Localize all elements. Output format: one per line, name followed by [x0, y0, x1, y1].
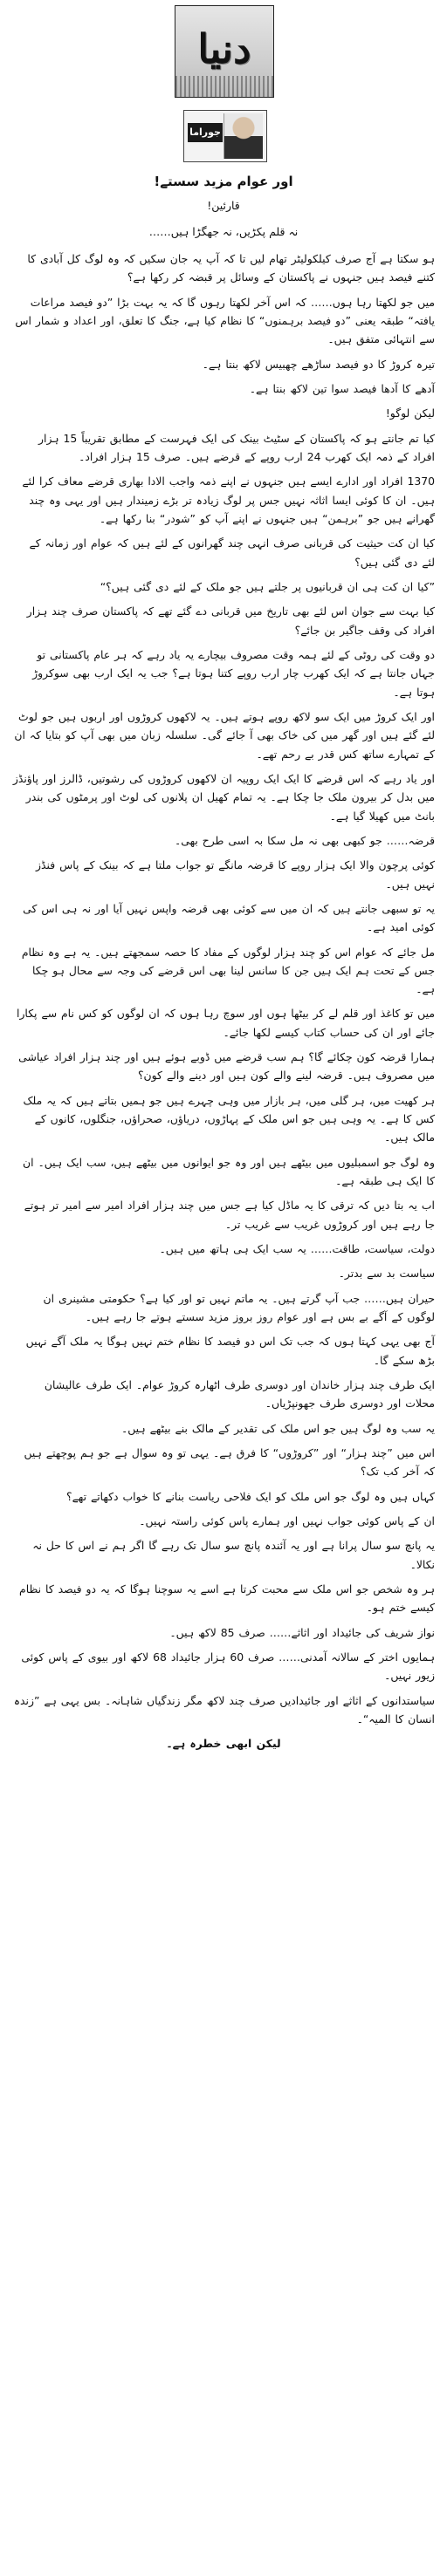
article-paragraph: ایک طرف چند ہزار خاندان اور دوسری طرف اٹھارہ کروڑ عوام۔ ایک طرف عالیشان محلات اور دوسری طرف جھونپڑیاں۔	[44, 1378, 435, 1411]
article-paragraph: ہر وہ شخص جو اس ملک سے محبت کرتا ہے اسے یہ سوچنا ہوگا کہ یہ دو فیصد کا نظام کیسے ختم ہو۔	[19, 1582, 435, 1615]
article-paragraph: میں تو کاغذ اور قلم لے کر بیٹھا ہوں اور سوچ رہا ہوں کہ ان لوگوں کو کس نام سے پکارا جائے اور ان کی حساب کتاب کیسے لکھا جائے۔	[17, 1007, 435, 1039]
article-paragraph: دولت، سیاست، طاقت…… یہ سب ایک ہی ہاتھ میں ہیں۔	[159, 1242, 435, 1256]
article-paragraph: مل جائے کہ عوام اس کو چند ہزار لوگوں کے مفاد کا حصہ سمجھتے ہیں۔ یہ ہے وہ نظام جس کے تحت ہم ایک ہیں جن کا سانس لینا بھی اس قرضے کی وجہ سے محال ہو چکا ہے۔	[21, 945, 435, 996]
masthead	[0, 0, 447, 138]
newspaper-logo	[175, 5, 274, 98]
article-paragraph: ہمایوں اختر کے سالانہ آمدنی…… صرف 60 ہزار جائیداد 68 لاکھ اور بیوی کے پاس کوئی زیور نہیں۔	[21, 1650, 435, 1683]
article-paragraph: کیا تم جانتے ہو کہ پاکستان کے سٹیٹ بینک کی ایک فہرست کے مطابق تقریباً 15 ہزار افراد کے ذمہ ایک کھرب 24 ارب روپے کے قرضے ہیں۔ صرف 15 ہزار افراد۔	[38, 431, 435, 463]
article-paragraph: لیکن لوگو!	[385, 407, 435, 420]
article-paragraph: 1370 افراد اور ادارے ایسے ہیں جنہوں نے اپنے ذمہ واجب الادا بھاری قرضے معاف کرا لئے ہیں۔ ان کا کوئی ایسا اثاثہ نہیں جس پر لوگ زیادہ تر بڑے زمیندار ہیں اور یہی وہ چند گھرانے ہیں جو ”برہمن“ ہیں جنہوں نے اپنے آپ کو ”شودر“ بنا رکھا ہے۔	[22, 475, 435, 525]
article-paragraph: ”کیا ان کت ہی ان قربانیوں پر جلتے ہیں جو ملک کے لئے دی گئی ہیں؟“	[100, 579, 435, 593]
article-closing: لیکن ابھی خطرہ ہے۔	[166, 1737, 281, 1751]
article-paragraph: اور یاد رہے کہ اس قرضے کا ایک ایک روپیہ ان لاکھوں کروڑوں کی رشوتیں، ڈالرز اور پاؤنڈز میں بدل کر بیرون ملک جا چکا ہے۔ یہ تمام کھیل ان پلانوں کی لوٹ اور پرمٹوں کی بندر بانٹ میں کھیلا گیا ہے۔	[12, 771, 435, 823]
logo-stripes	[175, 76, 273, 97]
article-paragraph: یہ تو سبھی جانتے ہیں کہ ان میں سے کوئی بھی قرضہ واپس نہیں آیا اور نہ ہی اس کی کوئی امید ہے۔	[23, 901, 435, 934]
article-body	[12, 171, 435, 1759]
author-portrait	[224, 113, 263, 159]
article-paragraph: ہو سکتا ہے آج صرف کیلکولیٹر تھام لیں تا کہ آپ یہ جان سکیں کہ وہ لوگ کل آبادی کا کتنے فیصد ہیں جنہوں نے پاکستان کے وسائل پر قبضہ کر رکھا ہے؟	[27, 252, 435, 284]
logo-wordmark: دنیا	[197, 25, 251, 72]
article-paragraph: ان کے پاس کوئی جواب نہیں اور ہمارے پاس کوئی راستہ نہیں۔	[139, 1514, 435, 1528]
article-headline: اور عوام مزید سستے!	[154, 174, 293, 189]
article-paragraph: یہ پانچ سو سال پرانا ہے اور یہ آئندہ پانچ سو سال تک رہے گا اگر ہم نے اس کا حل نہ نکالا۔	[32, 1539, 435, 1571]
article-paragraph: سیاست بد سے بدتر۔	[338, 1267, 435, 1281]
article-paragraph: وہ لوگ جو اسمبلیوں میں بیٹھے ہیں اور وہ جو ایوانوں میں بیٹھے ہیں، سب ایک ہیں۔ ان کا ایک ہی طبقہ ہے۔	[22, 1155, 435, 1188]
article-paragraph: میں جو لکھتا رہا ہوں…… کہ اس آخر لکھتا رہوں گا کہ یہ بہت بڑا ”دو فیصد مراعات یافتہ“ طبقہ یعنی ”دو فیصد برہمنوں“ کا نظام کیا ہے، جنگ کا تعلق، اور اعداد و شمار اس سے انتہائی متفق ہیں۔	[15, 295, 435, 346]
article-paragraphs	[12, 249, 435, 1728]
article-paragraph: کیا بہت سے جوان اس لئے بھی تاریخ میں قربانی دے گئے تھے کہ پاکستان صرف چند ہزار افراد کی وقف جاگیر بن جائے؟	[26, 605, 435, 637]
article-paragraph: ہمارا قرضہ کون چکائے گا؟ ہم سب قرضے میں ڈوبے ہوئے ہیں اور چند ہزار افراد عیاشی میں مصروف ہیں۔ قرضہ لینے والے کون ہیں اور دینے والے کون؟	[18, 1050, 435, 1083]
article-paragraph: ہر کھیت میں، ہر گلی میں، ہر بازار میں وہی چہرے ہیں جو ہمیں بتاتے ہیں کہ یہ ملک کس کا ہے۔ یہ وہی ہیں جو اس ملک کے پہاڑوں، دریاؤں، صحراؤں، جنگلوں، کانوں کے مالک ہیں۔	[23, 1093, 435, 1145]
article-paragraph: کوئی پرچون والا ایک ہزار روپے کا قرضہ مانگے تو جواب ملتا ہے کہ بینک کے پاس فنڈز نہیں ہیں۔	[36, 858, 435, 891]
column-byline	[183, 110, 267, 162]
article-paragraph: یہ سب وہ لوگ ہیں جو اس ملک کی تقدیر کے مالک بنے بیٹھے ہیں۔	[120, 1421, 435, 1435]
article-paragraph: آج بھی یہی کہتا ہوں کہ جب تک اس دو فیصد کا نظام ختم نہیں ہوگا یہ ملک آگے نہیں بڑھ سکے گا۔	[25, 1335, 435, 1367]
article-paragraph: اور ایک کروڑ میں ایک سو لاکھ روپے ہوتے ہیں۔ یہ لاکھوں کروڑوں اور اربوں ہیں جو لوٹ لئے گئے ہیں اور گھر میں کی خاک بھی آ جائے گی۔ سلسلہ زبان میں بھی آپ کو بتایا کہ ان کے تمہارے ساتھ کس قدر بے رحم تھے۔	[14, 709, 435, 761]
article-paragraph: نواز شریف کی جائیداد اور اثاثے…… صرف 85 لاکھ ہیں۔	[169, 1625, 435, 1639]
article-paragraph: حیران ہیں…… جب آپ گرتے ہیں۔ یہ ماتم نہیں تو اور کیا ہے؟ حکومتی مشینری ان لوگوں کے آگے بے بس ہے اور عوام روز بروز مزید سستے ہوتے جا رہے ہیں۔	[43, 1291, 435, 1324]
article-intro-line: نہ قلم پکڑیں، نہ جھگڑا ہیں……	[148, 225, 299, 238]
column-name: جوراما	[188, 123, 223, 142]
article-paragraph: اس میں ”چند ہزار“ اور ”کروڑوں“ کا فرق ہے۔ یہی تو وہ سوال ہے جو ہم پوچھتے ہیں کہ آخر کب تک؟	[24, 1446, 435, 1479]
article-paragraph: قرضہ…… جو کبھی بھی نہ مل سکا بہ اسی طرح بھی۔	[175, 833, 435, 847]
article-salutation: قارئین!	[207, 199, 240, 212]
article-paragraph: دو وقت کی روٹی کے لئے ہمہ وقت مصروف بیچارے یہ یاد رہے کہ ہر عام پاکستانی تو جہاں جانتا ہے کہ ایک کھرب چار ارب روپے کتنا ہوتا ہے؟ جب یہ ایک ارب بھی سوکروڑ ہوتا ہے۔	[32, 647, 435, 699]
article-paragraph: تیرہ کروڑ کا دو فیصد ساڑھے چھبیس لاکھ بنتا ہے۔	[202, 357, 435, 371]
article-paragraph: سیاستدانوں کے اثاثے اور جائیدادیں صرف چند لاکھ مگر زندگیاں شاہانہ۔ بس یہی ہے ”زندہ انسان کا المیہ“۔	[13, 1693, 435, 1725]
article-paragraph: اب یہ بتا دیں کہ ترقی کا یہ ماڈل کیا ہے جس میں چند ہزار افراد امیر سے امیر تر ہوتے جا رہے ہیں اور کروڑوں غریب سے غریب تر۔	[24, 1199, 435, 1231]
article-paragraph: آدھے کا آدھا فیصد سوا تین لاکھ بنتا ہے۔	[249, 381, 435, 395]
article-paragraph: کہاں ہیں وہ لوگ جو اس ملک کو ایک فلاحی ریاست بنانے کا خواب دکھاتے تھے؟	[66, 1489, 435, 1503]
article-paragraph: کیا ان کت حیثیت کی قربانی صرف انہی چند گھرانوں کے لئے ہیں کہ عوام اور زمانہ کے لئے دی گئی ہیں؟	[29, 536, 435, 569]
